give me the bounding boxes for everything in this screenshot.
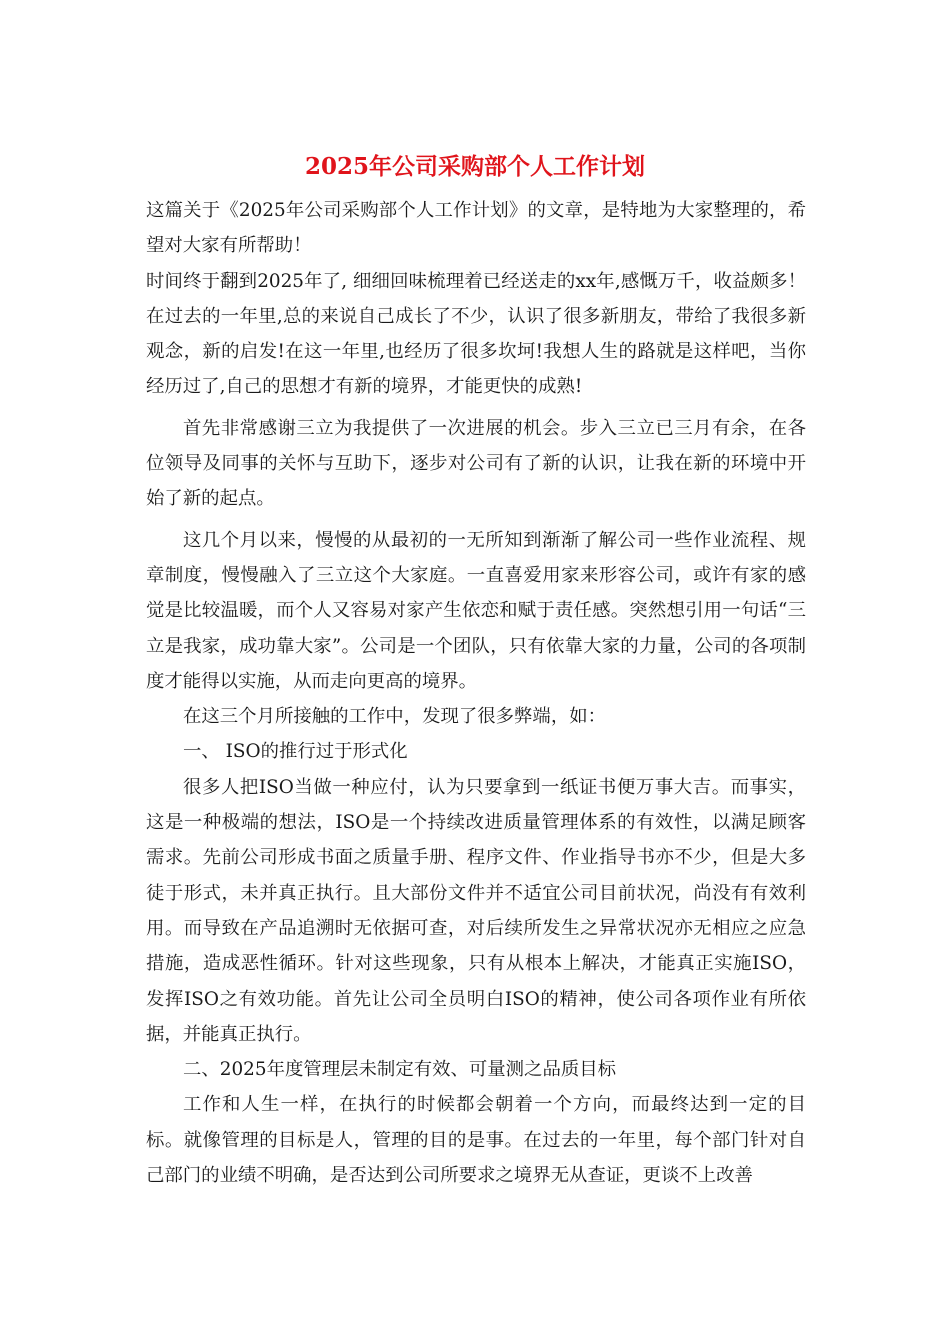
section-heading-iso: 一、 ISO的推行过于形式化	[183, 741, 408, 763]
issues-intro-paragraph: 在这三个月所接触的工作中，发现了很多弊端，如：	[183, 706, 606, 728]
thanks-paragraph: 首先非常感谢三立为我提供了一次进展的机会。步入三立已三月有余，在各位领导及同事的关怀与互助下，逐步对公司有了新的认识，让我在新的环境中开始了新的起点。	[146, 417, 806, 510]
section-heading-quality-goals: 二、2025年度管理层未制定有效、可量测之品质目标	[183, 1059, 617, 1081]
goals-paragraph: 工作和人生一样，在执行的时候都会朝着一个方向，而最终达到一定的目标。就像管理的目标是人，管理的目的是事。在过去的一年里，每个部门针对自己部门的业绩不明确，是否达到公司所要求之境界无从查证，更谈不上改善	[146, 1094, 806, 1187]
document-title: 2025年公司采购部个人工作计划	[304, 153, 645, 180]
review-paragraph: 时间终于翻到2025年了, 细细回味梳理着已经送走的xx年,感慨万千，收益颇多！在过去的一年里,总的来说自己成长了不少，认识了很多新朋友，带给了我很多新观念，新的启发!在这一年里,也经历了很多坎坷!我想人生的路就是这样吧，当你经历过了,自己的思想才有新的境界，才能更快的成熟!	[146, 270, 806, 398]
iso-paragraph: 很多人把ISO当做一种应付，认为只要拿到一纸证书便万事大吉。而事实，这是一种极端的想法，ISO是一个持续改进质量管理体系的有效性，以满足顾客需求。先前公司形成书面之质量手册、程序文件、作业指导书亦不少，但是大多徒于形式，未并真正执行。且大部份文件并不适宜公司目前状况，尚没有有效利用。而导致在产品追溯时无依据可查，对后续所发生之异常状况亦无相应之应急措施，造成恶性循环。针对这些现象，只有从根本上解决，才能真正实施ISO，发挥ISO之有效功能。首先让公司全员明白ISO的精神，使公司各项作业有所依据，并能真正执行。	[146, 776, 806, 1045]
document-body	[146, 193, 806, 1193]
intro-paragraph: 这篇关于《2025年公司采购部个人工作计划》的文章，是特地为大家整理的，希望对大家有所帮助！	[146, 200, 806, 257]
experience-paragraph: 这几个月以来，慢慢的从最初的一无所知到渐渐了解公司一些作业流程、规章制度，慢慢融入了三立这个大家庭。一直喜爱用家来形容公司，或许有家的感觉是比较温暖，而个人又容易对家产生依恋和赋于责任感。突然想引用一句话“三立是我家，成功靠大家”。公司是一个团队，只有依靠大家的力量，公司的各项制度才能得以实施，从而走向更高的境界。	[146, 529, 806, 692]
